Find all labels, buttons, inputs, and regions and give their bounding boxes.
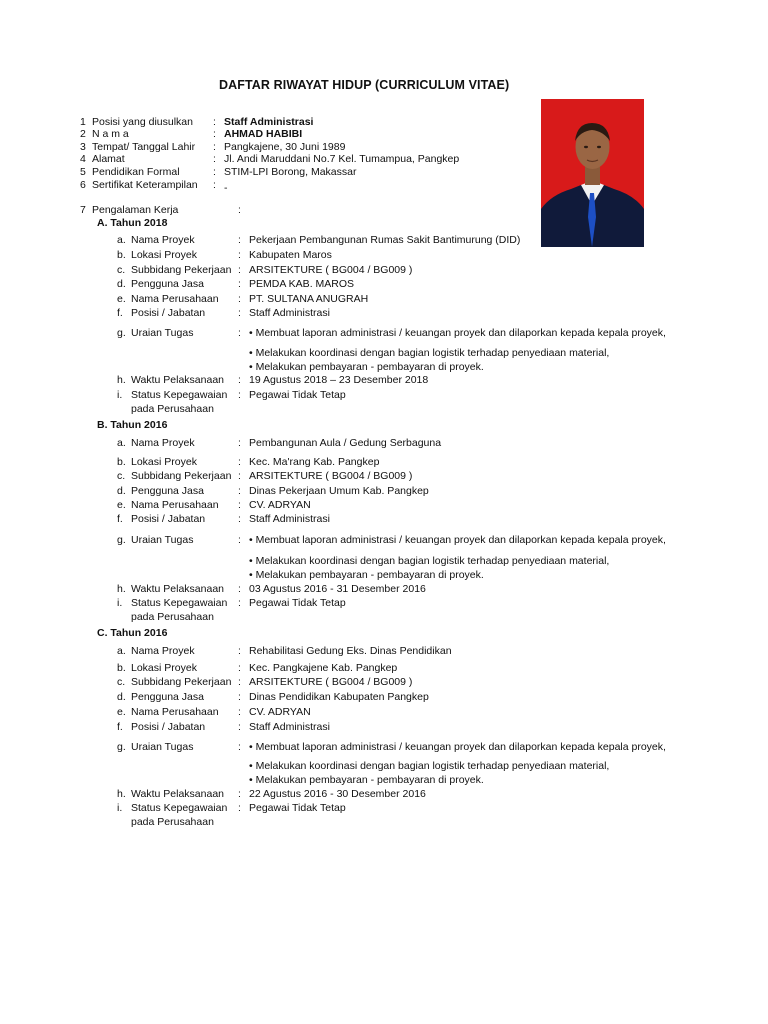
- row-label: pada Perusahaan: [131, 611, 214, 623]
- profile-photo: [541, 99, 644, 247]
- personal-label: Sertifikat Keterampilan: [92, 179, 198, 191]
- document-title: DAFTAR RIWAYAT HIDUP (CURRICULUM VITAE): [219, 78, 510, 92]
- task-bullet: • Melakukan pembayaran - pembayaran di proyek.: [249, 361, 484, 373]
- row-label: Nama Proyek: [131, 437, 195, 449]
- row-value: Rehabilitasi Gedung Eks. Dinas Pendidikan: [249, 645, 452, 657]
- personal-label: Pendidikan Formal: [92, 166, 180, 178]
- colon: :: [238, 741, 241, 753]
- row-value: ARSITEKTURE ( BG004 / BG009 ): [249, 470, 413, 482]
- task-bullet: • Melakukan pembayaran - pembayaran di proyek.: [249, 569, 484, 581]
- personal-value: Staff Administrasi: [224, 116, 314, 128]
- row-label: Nama Perusahaan: [131, 293, 219, 305]
- row-letter: i.: [117, 802, 123, 814]
- row-value: • Membuat laporan administrasi / keuangan proyek dan dilaporkan kepada kepala proyek,: [249, 534, 666, 546]
- row-label: Waktu Pelaksanaan: [131, 583, 224, 595]
- colon: :: [238, 327, 241, 339]
- row-label: Waktu Pelaksanaan: [131, 788, 224, 800]
- row-label: Lokasi Proyek: [131, 662, 197, 674]
- row-label: Uraian Tugas: [131, 534, 194, 546]
- colon: :: [213, 128, 216, 140]
- row-letter: d.: [117, 278, 126, 290]
- row-value: Staff Administrasi: [249, 513, 330, 525]
- row-value: CV. ADRYAN: [249, 499, 311, 511]
- row-letter: i.: [117, 597, 123, 609]
- row-label: Posisi / Jabatan: [131, 513, 206, 525]
- row-letter: e.: [117, 293, 126, 305]
- row-value: PEMDA KAB. MAROS: [249, 278, 355, 290]
- personal-label: Alamat: [92, 153, 125, 165]
- task-bullet: • Melakukan koordinasi dengan bagian logistik terhadap penyediaan material,: [249, 555, 610, 567]
- row-letter: e.: [117, 706, 126, 718]
- row-letter: a.: [117, 234, 126, 246]
- row-letter: g.: [117, 534, 126, 546]
- row-label: Uraian Tugas: [131, 327, 194, 339]
- period-value: 03 Agustus 2016 - 31 Desember 2016: [249, 583, 426, 595]
- personal-value: AHMAD HABIBI: [224, 128, 303, 140]
- personal-number: 5: [80, 166, 86, 178]
- colon: :: [238, 485, 241, 497]
- colon: :: [213, 153, 216, 165]
- row-letter: g.: [117, 327, 126, 339]
- row-letter: h.: [117, 374, 126, 386]
- colon: :: [238, 456, 241, 468]
- colon: :: [238, 583, 241, 595]
- row-value: CV. ADRYAN: [249, 706, 311, 718]
- row-letter: c.: [117, 676, 126, 688]
- row-letter: g.: [117, 741, 126, 753]
- personal-value: -: [224, 182, 228, 194]
- row-letter: c.: [117, 470, 126, 482]
- personal-value: STIM-LPI Borong, Makassar: [224, 166, 357, 178]
- colon: :: [238, 470, 241, 482]
- colon: :: [238, 645, 241, 657]
- colon: :: [238, 374, 241, 386]
- row-letter: d.: [117, 691, 126, 703]
- row-value: PT. SULTANA ANUGRAH: [249, 293, 369, 305]
- colon: :: [213, 141, 216, 153]
- row-value: Dinas Pendidikan Kabupaten Pangkep: [249, 691, 429, 703]
- section-heading: B. Tahun 2016: [97, 419, 168, 431]
- colon: :: [238, 264, 241, 276]
- experience-label: Pengalaman Kerja: [92, 204, 179, 216]
- row-letter: b.: [117, 662, 126, 674]
- row-label: Nama Perusahaan: [131, 499, 219, 511]
- status-value: Pegawai Tidak Tetap: [249, 802, 346, 814]
- row-letter: c.: [117, 264, 126, 276]
- row-label: Subbidang Pekerjaan: [131, 676, 232, 688]
- person-portrait-icon: [541, 99, 644, 247]
- row-label: Status Kepegawaian: [131, 389, 228, 401]
- colon: :: [238, 249, 241, 261]
- colon: :: [238, 662, 241, 674]
- row-label: Subbidang Pekerjaan: [131, 470, 232, 482]
- section-heading: C. Tahun 2016: [97, 627, 168, 639]
- colon: :: [238, 788, 241, 800]
- row-label: pada Perusahaan: [131, 816, 214, 828]
- section-heading: A. Tahun 2018: [97, 217, 168, 229]
- row-letter: b.: [117, 456, 126, 468]
- row-value: Dinas Pekerjaan Umum Kab. Pangkep: [249, 485, 429, 497]
- row-value: Kabupaten Maros: [249, 249, 332, 261]
- colon: :: [213, 179, 216, 191]
- row-value: Pembangunan Aula / Gedung Serbaguna: [249, 437, 442, 449]
- row-label: Pengguna Jasa: [131, 485, 204, 497]
- row-letter: d.: [117, 485, 126, 497]
- row-label: Subbidang Pekerjaan: [131, 264, 232, 276]
- row-value: Kec. Ma'rang Kab. Pangkep: [249, 456, 380, 468]
- personal-number: 2: [80, 128, 86, 140]
- personal-value: Pangkajene, 30 Juni 1989: [224, 141, 346, 153]
- task-bullet: • Melakukan pembayaran - pembayaran di proyek.: [249, 774, 484, 786]
- row-label: Pengguna Jasa: [131, 691, 204, 703]
- colon: :: [238, 706, 241, 718]
- colon: :: [238, 389, 241, 401]
- task-bullet: • Melakukan koordinasi dengan bagian logistik terhadap penyediaan material,: [249, 347, 610, 359]
- row-value: Staff Administrasi: [249, 721, 330, 733]
- period-value: 22 Agustus 2016 - 30 Desember 2016: [249, 788, 426, 800]
- colon: :: [213, 116, 216, 128]
- row-label: Waktu Pelaksanaan: [131, 374, 224, 386]
- colon: :: [238, 721, 241, 733]
- personal-label: N a m a: [92, 128, 129, 140]
- row-letter: a.: [117, 645, 126, 657]
- row-label: Nama Perusahaan: [131, 706, 219, 718]
- colon: :: [238, 234, 241, 246]
- row-label: Lokasi Proyek: [131, 456, 197, 468]
- row-value: • Membuat laporan administrasi / keuangan proyek dan dilaporkan kepada kepala proyek,: [249, 327, 666, 339]
- row-value: Pekerjaan Pembangunan Rumas Sakit Bantimurung (DID): [249, 234, 521, 246]
- row-label: Lokasi Proyek: [131, 249, 197, 261]
- colon: :: [238, 278, 241, 290]
- row-label: Posisi / Jabatan: [131, 307, 206, 319]
- row-value: • Membuat laporan administrasi / keuangan proyek dan dilaporkan kepada kepala proyek,: [249, 741, 666, 753]
- personal-number: 1: [80, 116, 86, 128]
- colon: :: [238, 513, 241, 525]
- status-value: Pegawai Tidak Tetap: [249, 597, 346, 609]
- colon: :: [238, 204, 241, 216]
- personal-number: 6: [80, 179, 86, 191]
- personal-label: Posisi yang diusulkan: [92, 116, 193, 128]
- row-label: Status Kepegawaian: [131, 802, 228, 814]
- row-label: Uraian Tugas: [131, 741, 194, 753]
- status-value: Pegawai Tidak Tetap: [249, 389, 346, 401]
- personal-number: 4: [80, 153, 86, 165]
- row-label: Status Kepegawaian: [131, 597, 228, 609]
- row-value: Staff Administrasi: [249, 307, 330, 319]
- row-letter: b.: [117, 249, 126, 261]
- row-letter: f.: [117, 721, 123, 733]
- colon: :: [238, 534, 241, 546]
- row-label: Nama Proyek: [131, 234, 195, 246]
- colon: :: [238, 293, 241, 305]
- row-letter: e.: [117, 499, 126, 511]
- colon: :: [238, 437, 241, 449]
- colon: :: [238, 307, 241, 319]
- personal-number: 3: [80, 141, 86, 153]
- period-value: 19 Agustus 2018 – 23 Desember 2018: [249, 374, 429, 386]
- colon: :: [238, 597, 241, 609]
- personal-label: Tempat/ Tanggal Lahir: [92, 141, 196, 153]
- colon: :: [238, 691, 241, 703]
- row-value: Kec. Pangkajene Kab. Pangkep: [249, 662, 398, 674]
- personal-value: Jl. Andi Maruddani No.7 Kel. Tumampua, Pangkep: [224, 153, 460, 165]
- colon: :: [238, 499, 241, 511]
- row-label: Pengguna Jasa: [131, 278, 204, 290]
- colon: :: [238, 802, 241, 814]
- colon: :: [213, 166, 216, 178]
- task-bullet: • Melakukan koordinasi dengan bagian logistik terhadap penyediaan material,: [249, 760, 610, 772]
- colon: :: [238, 676, 241, 688]
- row-letter: f.: [117, 307, 123, 319]
- row-label: pada Perusahaan: [131, 403, 214, 415]
- row-label: Posisi / Jabatan: [131, 721, 206, 733]
- row-letter: h.: [117, 788, 126, 800]
- row-value: ARSITEKTURE ( BG004 / BG009 ): [249, 264, 413, 276]
- experience-number: 7: [80, 204, 86, 216]
- row-label: Nama Proyek: [131, 645, 195, 657]
- row-letter: h.: [117, 583, 126, 595]
- row-letter: i.: [117, 389, 123, 401]
- row-letter: f.: [117, 513, 123, 525]
- row-value: ARSITEKTURE ( BG004 / BG009 ): [249, 676, 413, 688]
- row-letter: a.: [117, 437, 126, 449]
